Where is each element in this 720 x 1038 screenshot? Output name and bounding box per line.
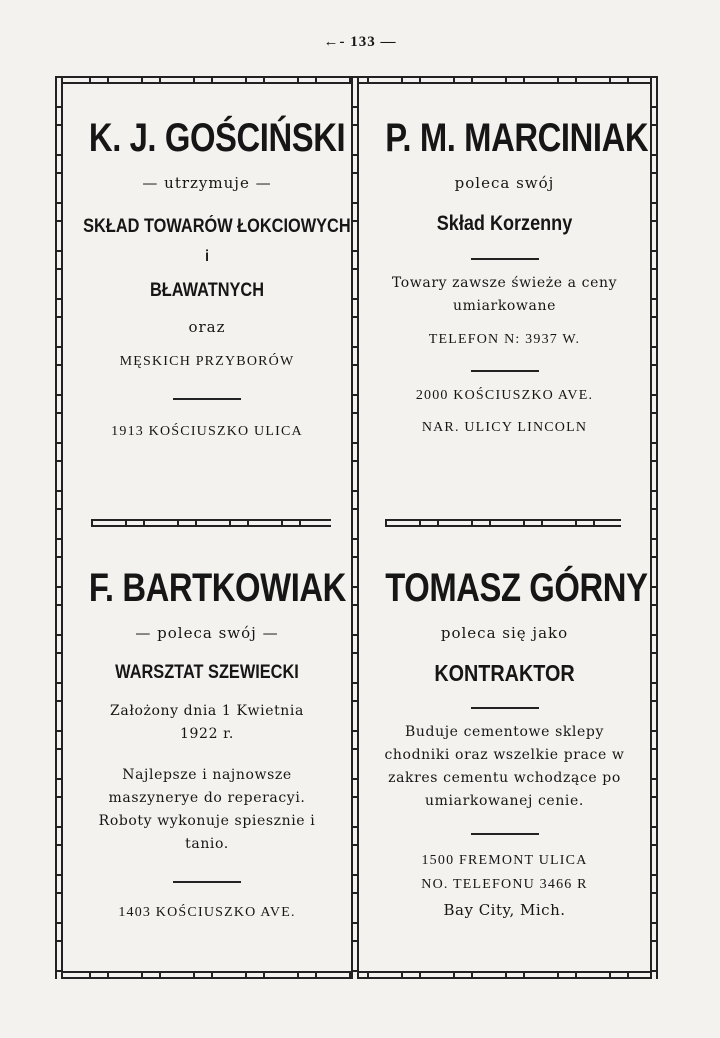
ad-goscinski-line5: MĘSKICH PRZYBORÓW	[119, 354, 295, 369]
ad-goscinski-line2: i	[205, 248, 209, 265]
ad-bartkowiak-name: F. BARTKOWIAK	[88, 566, 346, 610]
ad-gorny-city: Bay City, Mich.	[443, 901, 566, 920]
ad-bartkowiak-address: 1403 KOŚCIUSZKO AVE.	[118, 904, 296, 920]
ad-marciniak-address: 2000 KOŚCIUSZKO AVE.	[415, 388, 594, 404]
ad-goscinski-intro: — utrzymuje —	[142, 174, 272, 192]
ad-bartkowiak-intro: — poleca swój —	[135, 624, 279, 642]
right-border-rule	[650, 76, 658, 979]
ad-goscinski-divider	[173, 398, 241, 400]
ad-marciniak	[359, 116, 650, 516]
ad-marciniak-divider-2	[471, 370, 539, 372]
middle-right-rule	[385, 519, 621, 527]
ad-gorny-heading: KONTRAKTOR	[434, 660, 575, 686]
ad-marciniak-phone: TELEFON N: 3937 W.	[428, 332, 581, 348]
ad-goscinski-name: K. J. GOŚCIŃSKI	[88, 116, 346, 160]
ad-page-frame	[55, 76, 658, 979]
ad-marciniak-intro: poleca swój	[454, 174, 555, 192]
ad-bartkowiak-text: Najlepsze i najnowsze maszynerye do reperacyi. Roboty wykonuje spiesznie i tanio.	[98, 767, 316, 853]
ad-goscinski-line3: BŁAWATNYCH	[149, 280, 265, 301]
center-divider-rule	[351, 76, 359, 979]
ad-bartkowiak-divider	[173, 881, 241, 883]
ad-goscinski	[63, 116, 351, 516]
ad-bartkowiak	[63, 566, 351, 966]
ad-bartkowiak-founded: Założony dnia 1 Kwietnia 1922 r.	[110, 703, 304, 743]
ad-gorny-name: TOMASZ GÓRNY	[385, 566, 648, 610]
ad-bartkowiak-heading: WARSZTAT SZEWIECKI	[115, 662, 299, 683]
ad-marciniak-name: P. M. MARCINIAK	[385, 116, 649, 160]
ad-goscinski-line1: SKŁAD TOWARÓW ŁOKCIOWYCH	[83, 216, 351, 237]
ad-marciniak-divider-1	[471, 258, 539, 260]
ad-gorny-address: 1500 FREMONT ULICA	[421, 853, 588, 869]
ad-marciniak-text: Towary zawsze świeże a ceny umiarkowane	[391, 275, 618, 315]
ad-goscinski-line4: oraz	[188, 318, 226, 336]
ad-gorny-text: Buduje cementowe sklepy chodniki oraz wszelkie prace w zakres cementu wchodzące po umiarkowanej cenie.	[384, 724, 625, 810]
ad-gorny-divider-2	[471, 833, 539, 835]
ad-marciniak-heading: Skład Korzenny	[436, 212, 573, 235]
ad-marciniak-corner: NAR. ULICY LINCOLN	[421, 420, 588, 436]
ad-gorny-phone: NO. TELEFONU 3466 R	[421, 877, 588, 893]
ad-gorny-divider-1	[471, 707, 539, 709]
ad-gorny-intro: poleca się jako	[440, 624, 569, 642]
page-number: ←- 133 —	[323, 34, 397, 50]
middle-left-rule	[91, 519, 331, 527]
ad-goscinski-address: 1913 KOŚCIUSZKO ULICA	[111, 424, 303, 439]
ad-gorny	[359, 566, 650, 966]
left-border-rule	[55, 76, 63, 979]
